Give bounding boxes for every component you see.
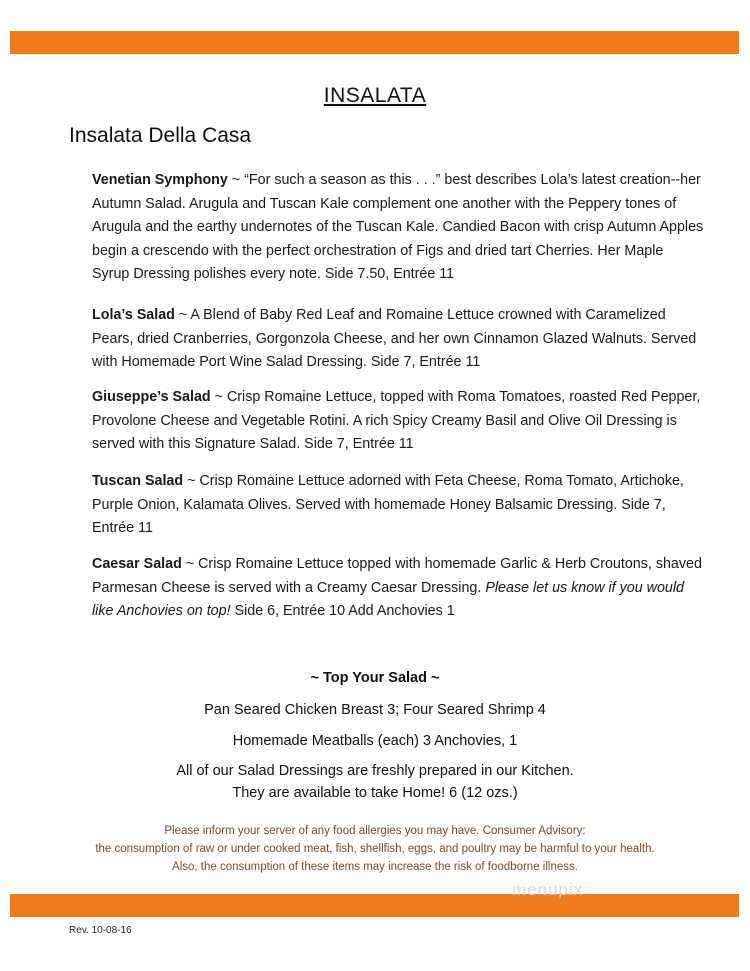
item-description: ~ “For such a season as this . . .” best describes Lola’s latest creation--her Autumn Salad. Arugula and Tuscan Kale complement one another with the Peppery tones of Arugula and the earthy undernotes of the Tuscan Kale. Candied Bacon with crisp Autumn Apples begin a crescendo with the perfect orchestration of Figs and dried tart Cherries. Her Maple Syrup Dressing polishes every note. Side 7.50, Entrée 11 <box>92 172 704 282</box>
item-name: Tuscan Salad <box>92 473 184 489</box>
item-note: Please let us know if you would like Anchovies on top! <box>92 579 685 619</box>
item-name: Lola’s Salad <box>92 307 175 323</box>
consumer-advisory: Also, the consumption of these items may increase the risk of foodborne illness. <box>172 861 578 873</box>
item-description: ~ Crisp Romaine Lettuce topped with homemade Garlic & Herb Croutons, shaved Parmesan Cheese is served with a Creamy Caesar Dressing. <box>92 556 702 596</box>
menu-item-venetian-symphony <box>92 169 704 287</box>
section-heading: Insalata Della Casa <box>69 124 252 147</box>
dressings-note: All of our Salad Dressings are freshly prepared in our Kitchen. <box>176 763 574 779</box>
menu-item-caesar-salad <box>92 553 704 624</box>
menu-item-giuseppes-salad <box>92 386 704 457</box>
menu-item-lolas-salad <box>92 304 704 375</box>
page-title: INSALATA <box>323 84 427 107</box>
item-name: Giuseppe’s Salad <box>92 389 211 405</box>
consumer-advisory: Please inform your server of any food allergies you may have. Consumer Advisory: <box>164 825 586 837</box>
item-description: ~ Crisp Romaine Lettuce, topped with Roma Tomatoes, roasted Red Pepper, Provolone Cheese and Vegetable Rotini. A rich Spicy Creamy Basil and Olive Oil Dressing is served with this Signature Salad. Side 7, Entrée 11 <box>92 389 701 452</box>
menu-item-tuscan-salad <box>92 470 704 541</box>
top-orange-bar <box>10 31 739 54</box>
item-name: Venetian Symphony <box>92 172 228 188</box>
item-description: ~ A Blend of Baby Red Leaf and Romaine Lettuce crowned with Caramelized Pears, dried Cranberries, Gorgonzola Cheese, and her own Cinnamon Glazed Walnuts. Served with Homemade Port Wine Salad Dressing. Side 7, Entrée 11 <box>92 307 697 370</box>
item-description: ~ Crisp Romaine Lettuce adorned with Feta Cheese, Roma Tomato, Artichoke, Purple Onion, Kalamata Olives. Served with homemade Honey Balsamic Dressing. Side 7, Entrée 11 <box>92 473 684 536</box>
watermark-logo: menupix <box>512 880 584 899</box>
item-name: Caesar Salad <box>92 556 182 572</box>
dressings-note: They are available to take Home! 6 (12 ozs.) <box>232 785 518 801</box>
revision-date: Rev. 10-08-16 <box>69 925 132 936</box>
toppings-line: Homemade Meatballs (each) 3 Anchovies, 1 <box>232 733 518 749</box>
toppings-title: ~ Top Your Salad ~ <box>310 670 440 686</box>
bottom-orange-bar <box>10 894 739 917</box>
toppings-line: Pan Seared Chicken Breast 3; Four Seared Shrimp 4 <box>204 702 546 718</box>
item-prices: Side 6, Entrée 10 Add Anchovies 1 <box>230 603 455 619</box>
consumer-advisory: the consumption of raw or under cooked meat, fish, shellfish, eggs, and poultry may be harmful to your health. <box>95 843 655 855</box>
